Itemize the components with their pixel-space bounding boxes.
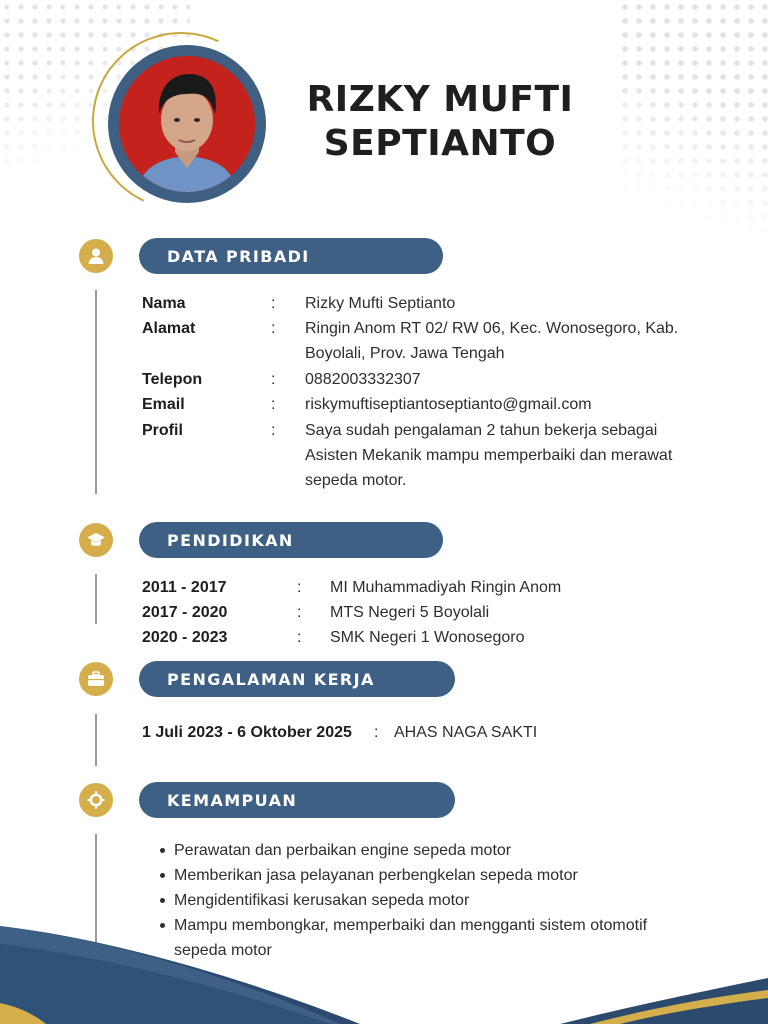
colon: : bbox=[374, 724, 379, 741]
graduation-cap-icon bbox=[79, 523, 113, 557]
timeline-education bbox=[95, 574, 97, 624]
colon: : bbox=[271, 422, 276, 439]
skill-item: Mampu membongkar, memperbaiki dan mengganti sistem otomotif sepeda motor bbox=[160, 913, 700, 963]
section-header-personal bbox=[139, 238, 443, 274]
skill-item: Mengidentifikasi kerusakan sepeda motor bbox=[160, 888, 700, 913]
label-nama: Nama bbox=[142, 295, 186, 312]
profile-photo bbox=[119, 56, 255, 192]
footer-gold-accent bbox=[0, 995, 60, 1024]
section-header-experience bbox=[139, 661, 455, 697]
label-email: Email bbox=[142, 396, 185, 413]
label-telepon: Telepon bbox=[142, 371, 203, 388]
section-header-skills bbox=[139, 782, 455, 818]
timeline-experience bbox=[95, 714, 97, 766]
section-title-personal: DATA PRIBADI bbox=[167, 246, 310, 266]
education-years: 2017 - 2020 bbox=[142, 604, 228, 621]
briefcase-icon bbox=[79, 662, 113, 696]
label-alamat: Alamat bbox=[142, 320, 196, 337]
colon: : bbox=[271, 320, 276, 337]
section-title-experience: PENGALAMAN KERJA bbox=[167, 669, 375, 689]
colon: : bbox=[271, 371, 276, 388]
value-email: riskymuftiseptiantoseptianto@gmail.com bbox=[305, 396, 592, 413]
education-school: SMK Negeri 1 Wonosegoro bbox=[330, 629, 525, 646]
skill-item: Memberikan jasa pelayanan perbengkelan sepeda motor bbox=[160, 863, 700, 888]
name-line-1: RIZKY MUFTI bbox=[306, 79, 574, 120]
decorative-dots-right bbox=[618, 0, 768, 240]
value-profil-line-3: sepeda motor. bbox=[305, 472, 407, 489]
value-telepon: 0882003332307 bbox=[305, 371, 421, 388]
colon: : bbox=[271, 295, 276, 312]
value-profil-line-2: Asisten Mekanik mampu memperbaiki dan merawat bbox=[305, 447, 673, 464]
user-icon bbox=[79, 239, 113, 273]
name-line-2: SEPTIANTO bbox=[323, 123, 557, 164]
section-title-education: PENDIDIKAN bbox=[167, 530, 294, 550]
timeline-personal bbox=[95, 290, 97, 494]
label-profil: Profil bbox=[142, 422, 183, 439]
experience-company: AHAS NAGA SAKTI bbox=[394, 724, 538, 741]
colon: : bbox=[297, 579, 302, 596]
value-nama: Rizky Mufti Septianto bbox=[305, 295, 456, 312]
value-alamat-line-2: Boyolali, Prov. Jawa Tengah bbox=[305, 345, 505, 362]
footer-wave bbox=[0, 900, 768, 1024]
page-title bbox=[290, 78, 590, 166]
gear-icon bbox=[79, 783, 113, 817]
experience-period: 1 Juli 2023 - 6 Oktober 2025 bbox=[142, 724, 352, 741]
education-years: 2011 - 2017 bbox=[142, 579, 227, 596]
colon: : bbox=[271, 396, 276, 413]
person-portrait-icon bbox=[119, 56, 255, 192]
education-school: MTS Negeri 5 Boyolali bbox=[330, 604, 490, 621]
section-title-skills: KEMAMPUAN bbox=[167, 790, 298, 810]
education-school: MI Muhammadiyah Ringin Anom bbox=[330, 579, 562, 596]
value-profil-line-1: Saya sudah pengalaman 2 tahun bekerja sebagai bbox=[305, 422, 658, 439]
skill-item: Perawatan dan perbaikan engine sepeda motor bbox=[160, 838, 700, 863]
colon: : bbox=[297, 629, 302, 646]
colon: : bbox=[297, 604, 302, 621]
value-alamat-line-1: Ringin Anom RT 02/ RW 06, Kec. Wonosegoro, Kab. bbox=[305, 320, 679, 337]
section-header-education bbox=[139, 522, 443, 558]
education-years: 2020 - 2023 bbox=[142, 629, 228, 646]
